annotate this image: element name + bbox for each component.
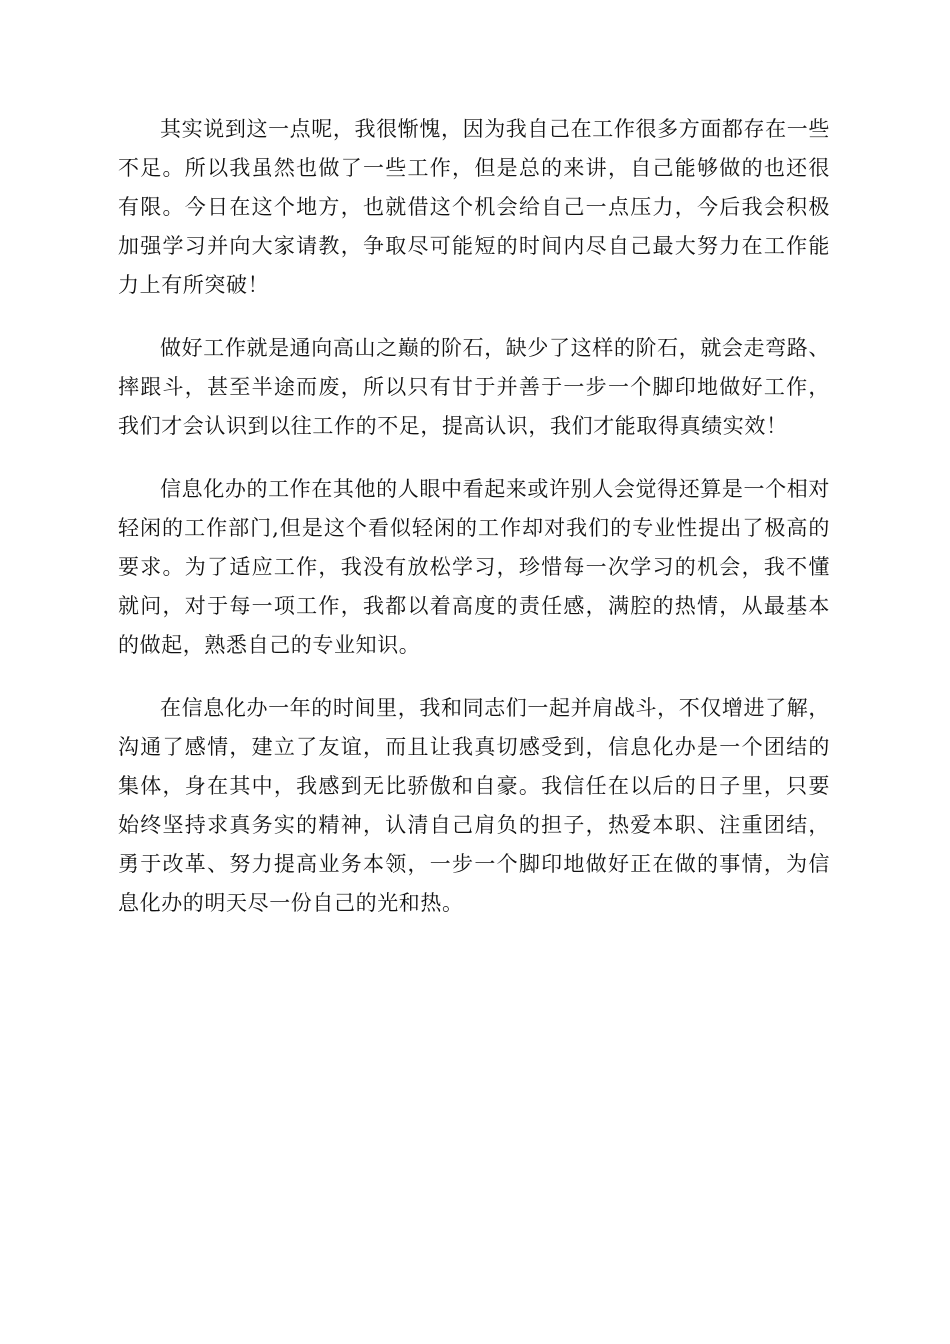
paragraph-1: 其实说到这一点呢，我很惭愧，因为我自己在工作很多方面都存在一些不足。所以我虽然也做了一些工作，但是总的来讲，自己能够做的也还很有限。今日在这个地方，也就借这个机会给自己一点压力，今后我会积极加强学习并向大家请教，争取尽可能短的时间内尽自己最大努力在工作能力上有所突破！ (118, 117, 830, 297)
paragraph-2: 做好工作就是通向高山之巅的阶石，缺少了这样的阶石，就会走弯路、摔跟斗，甚至半途而废，所以只有甘于并善于一步一个脚印地做好工作，我们才会认识到以往工作的不足，提高认识，我们才能取得真绩实效！ (118, 336, 830, 438)
paragraph-3: 信息化办的工作在其他的人眼中看起来或许别人会觉得还算是一个相对轻闲的工作部门,但是这个看似轻闲的工作却对我们的专业性提出了极高的要求。为了适应工作，我没有放松学习，珍惜每一次学习的机会，我不懂就问，对于每一项工作，我都以着高度的责任感，满腔的热情，从最基本的做起，熟悉自己的专业知识。 (118, 477, 830, 657)
paragraph-4: 在信息化办一年的时间里，我和同志们一起并肩战斗，不仅增进了解，沟通了感情，建立了友谊，而且让我真切感受到，信息化办是一个团结的集体，身在其中，我感到无比骄傲和自豪。我信任在以后的日子里，只要始终坚持求真务实的精神，认清自己肩负的担子，热爱本职、注重团结，勇于改革、努力提高业务本领，一步一个脚印地做好正在做的事情，为信息化办的明天尽一份自己的光和热。 (118, 696, 830, 915)
document-body (118, 110, 830, 947)
